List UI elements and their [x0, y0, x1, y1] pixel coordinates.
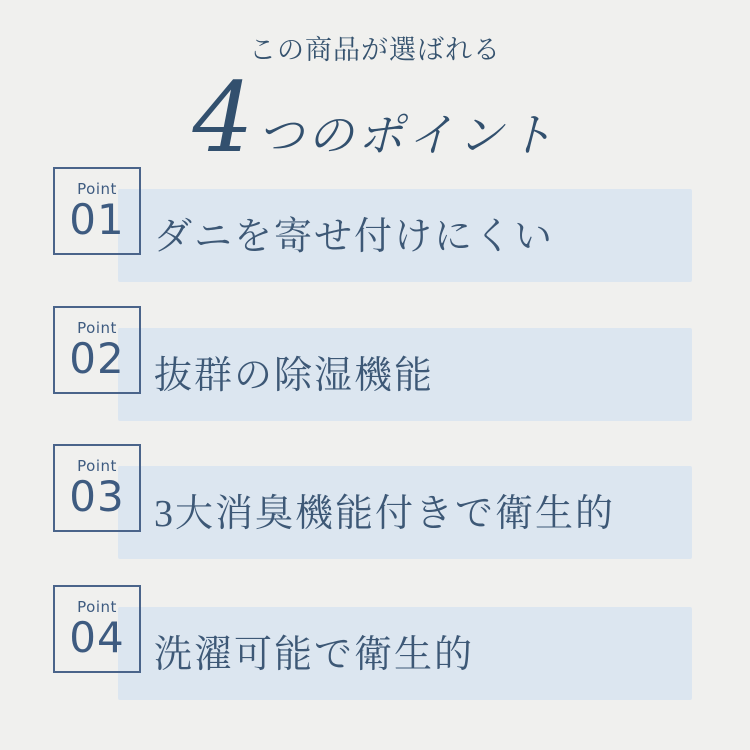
point-feature-text: 抜群の除湿機能 — [154, 355, 435, 397]
point-feature-text: 3大消臭機能付きで衛生的 — [154, 493, 616, 535]
banner-title — [0, 62, 750, 174]
point-number: 03 — [69, 471, 125, 521]
point-block-03 — [0, 444, 750, 560]
point-number: 02 — [69, 333, 125, 383]
point-number: 04 — [69, 612, 125, 662]
point-feature-text: ダニを寄せ付けにくい — [154, 216, 555, 258]
point-label: Point — [77, 179, 117, 198]
point-band — [118, 607, 692, 700]
banner-subtitle: この商品が選ばれる — [249, 35, 501, 65]
point-number-box — [53, 306, 141, 394]
point-number: 01 — [69, 194, 125, 244]
point-band — [118, 466, 692, 559]
point-number-box — [53, 585, 141, 673]
title-count: 4 — [192, 62, 254, 174]
point-label: Point — [77, 456, 117, 475]
point-number-box — [53, 167, 141, 255]
point-block-02 — [0, 306, 750, 422]
point-number-box — [53, 444, 141, 532]
point-label: Point — [77, 597, 117, 616]
title-text: つのポイント — [257, 110, 558, 161]
point-feature-text: 洗濯可能で衛生的 — [154, 634, 475, 676]
point-block-04 — [0, 585, 750, 701]
point-block-01 — [0, 167, 750, 283]
point-label: Point — [77, 318, 117, 337]
point-band — [118, 189, 692, 282]
point-band — [118, 328, 692, 421]
